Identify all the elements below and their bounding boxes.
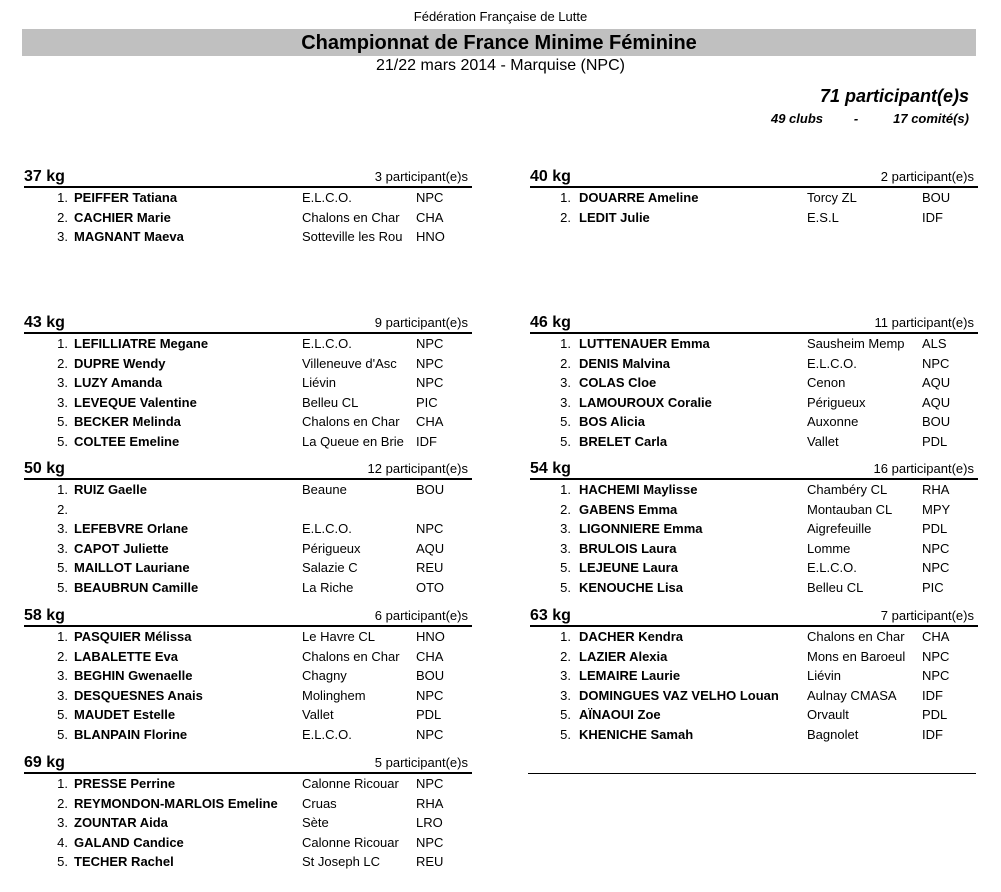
- result-row: [24, 432, 472, 452]
- club-name: Belleu CL: [807, 579, 864, 595]
- club-name: Villeneuve d'Asc: [302, 355, 397, 371]
- result-row: [24, 354, 472, 374]
- comite-code: NPC: [416, 375, 444, 390]
- result-row: [24, 334, 472, 354]
- comite-code: RHA: [922, 482, 950, 497]
- result-row: [530, 188, 978, 208]
- category-header: [530, 313, 978, 334]
- rank: 1.: [57, 629, 68, 644]
- club-name: La Queue en Brie: [302, 433, 404, 449]
- athlete-name: LAZIER Alexia: [579, 648, 668, 664]
- rank: 3.: [57, 229, 68, 244]
- athlete-name: LEFILLIATRE Megane: [74, 336, 209, 351]
- rank: 2.: [560, 355, 571, 371]
- result-row: [24, 578, 472, 598]
- rank: 1.: [560, 629, 571, 644]
- comite-code: AQU: [922, 375, 951, 390]
- summary-stats: [763, 111, 969, 126]
- category-participant-count: 6 participant(e)s: [374, 608, 468, 623]
- comite-code: REU: [416, 854, 444, 869]
- club-name: Le Havre CL: [302, 629, 375, 644]
- event-date-location: 21/22 mars 2014 - Marquise (NPC): [376, 57, 625, 74]
- rank: 5.: [57, 560, 68, 575]
- athlete-name: LAMOUROUX Coralie: [579, 394, 712, 410]
- category-header: [530, 459, 978, 480]
- club-name: E.L.C.O.: [302, 521, 352, 536]
- result-row: [24, 519, 472, 539]
- rank: 1.: [560, 482, 571, 497]
- rank: 5.: [560, 414, 571, 429]
- club-name: E.L.C.O.: [302, 190, 352, 205]
- weight-category: [24, 167, 472, 247]
- category-participant-count: 7 participant(e)s: [880, 608, 974, 623]
- result-row: [530, 393, 978, 413]
- result-row: [24, 539, 472, 559]
- club-name: Cenon: [807, 375, 846, 390]
- result-row: [530, 725, 978, 745]
- comite-code: RHA: [416, 795, 444, 811]
- comite-code: NPC: [416, 336, 444, 351]
- result-row: [530, 578, 978, 598]
- club-name: E.L.C.O.: [807, 560, 857, 575]
- result-row: [530, 539, 978, 559]
- result-row: [530, 558, 978, 578]
- club-name: Aigrefeuille: [807, 521, 872, 536]
- athlete-name: PEIFFER Tatiana: [74, 190, 178, 205]
- club-name: Liévin: [302, 375, 336, 390]
- rank: 5.: [560, 726, 571, 742]
- athlete-name: DACHER Kendra: [579, 629, 684, 644]
- athlete-name: LEMAIRE Laurie: [579, 668, 681, 683]
- club-name: Montauban CL: [807, 501, 893, 517]
- comite-code: BOU: [416, 482, 445, 497]
- clubs-count: 49 clubs: [770, 111, 823, 126]
- result-row: [530, 705, 978, 725]
- federation-name: Fédération Française de Lutte: [413, 9, 588, 24]
- category-weight: 40 kg: [530, 168, 571, 185]
- club-name: Chambéry CL: [807, 482, 888, 497]
- comite-code: CHA: [416, 414, 444, 429]
- rank: 2.: [560, 209, 571, 225]
- comite-code: PDL: [922, 707, 948, 722]
- athlete-name: DUPRE Wendy: [74, 355, 166, 371]
- athlete-name: PRESSE Perrine: [74, 776, 176, 791]
- result-row: [530, 627, 978, 647]
- comite-code: PIC: [922, 579, 944, 595]
- club-name: Belleu CL: [302, 394, 359, 410]
- comite-code: CHA: [416, 209, 444, 225]
- rank: 5.: [57, 726, 68, 742]
- rank: 1.: [560, 190, 571, 205]
- result-row: [24, 794, 472, 814]
- result-row: [24, 774, 472, 794]
- comite-code: HNO: [416, 629, 445, 644]
- rank: 2.: [57, 501, 68, 517]
- athlete-name: PASQUIER Mélissa: [74, 629, 192, 644]
- comite-code: MPY: [922, 501, 951, 517]
- athlete-name: CAPOT Juliette: [74, 540, 169, 556]
- comite-code: NPC: [416, 355, 444, 371]
- comite-code: IDF: [416, 433, 437, 449]
- club-name: Vallet: [302, 707, 334, 722]
- comite-code: IDF: [922, 687, 943, 703]
- category-header: [24, 313, 472, 334]
- rank: 2.: [560, 648, 571, 664]
- club-name: E.L.C.O.: [302, 336, 352, 351]
- result-row: [24, 208, 472, 228]
- comite-code: HNO: [416, 229, 445, 244]
- comite-code: NPC: [922, 560, 950, 575]
- club-name: Sausheim Memp: [807, 336, 905, 351]
- club-name: E.S.L: [807, 209, 839, 225]
- comite-code: NPC: [416, 190, 444, 205]
- athlete-name: MAUDET Estelle: [74, 707, 176, 722]
- weight-category: [530, 167, 978, 227]
- athlete-name: BOS Alicia: [579, 414, 645, 429]
- result-row: [530, 500, 978, 520]
- result-row: [24, 393, 472, 413]
- rank: 2.: [57, 648, 68, 664]
- weight-category: [24, 606, 472, 744]
- result-row: [24, 412, 472, 432]
- rank: 5.: [57, 707, 68, 722]
- athlete-name: BLANPAIN Florine: [74, 726, 188, 742]
- stats-separator: -: [853, 111, 859, 126]
- comite-code: BOU: [416, 668, 445, 683]
- category-header: [24, 459, 472, 480]
- athlete-name: LEDIT Julie: [579, 209, 650, 225]
- rank: 2.: [560, 501, 571, 517]
- category-header: [24, 753, 472, 774]
- athlete-name: COLAS Cloe: [579, 375, 657, 390]
- athlete-name: BRULOIS Laura: [579, 540, 677, 556]
- club-name: Chagny: [302, 668, 347, 683]
- rank: 5.: [57, 414, 68, 429]
- category-weight: 46 kg: [530, 314, 571, 331]
- category-header: [530, 167, 978, 188]
- result-row: [24, 500, 472, 520]
- rank: 5.: [560, 707, 571, 722]
- category-header: [24, 606, 472, 627]
- category-weight: 43 kg: [24, 314, 65, 331]
- athlete-name: MAGNANT Maeva: [74, 229, 184, 244]
- result-row: [530, 686, 978, 706]
- result-row: [24, 666, 472, 686]
- result-row: [24, 627, 472, 647]
- comite-code: IDF: [922, 726, 943, 742]
- club-name: Auxonne: [807, 414, 859, 429]
- rank: 1.: [57, 482, 68, 497]
- rank: 5.: [57, 854, 68, 869]
- comite-code: NPC: [922, 355, 950, 371]
- result-row: [530, 354, 978, 374]
- weight-category: [530, 606, 978, 744]
- category-weight: 50 kg: [24, 460, 65, 477]
- club-name: Orvault: [807, 707, 849, 722]
- result-row: [530, 412, 978, 432]
- comites-count: 17 comité(s): [893, 111, 969, 126]
- result-row: [24, 188, 472, 208]
- rank: 3.: [57, 521, 68, 536]
- rank: 3.: [560, 375, 571, 390]
- comite-code: PDL: [416, 707, 442, 722]
- result-row: [24, 852, 472, 872]
- result-row: [24, 373, 472, 393]
- club-name: Lomme: [807, 540, 851, 556]
- comite-code: NPC: [922, 540, 950, 556]
- category-participant-count: 12 participant(e)s: [367, 461, 468, 476]
- category-participant-count: 9 participant(e)s: [374, 315, 468, 330]
- athlete-name: KHENICHE Samah: [579, 726, 694, 742]
- athlete-name: LEFEBVRE Orlane: [74, 521, 189, 536]
- athlete-name: BEAUBRUN Camille: [74, 579, 199, 595]
- rank: 1.: [57, 190, 68, 205]
- club-name: Périgueux: [302, 540, 361, 556]
- athlete-name: DENIS Malvina: [579, 355, 671, 371]
- result-row: [530, 373, 978, 393]
- comite-code: AQU: [922, 394, 951, 410]
- club-name: Vallet: [807, 433, 839, 449]
- comite-code: CHA: [922, 629, 950, 644]
- result-row: [530, 334, 978, 354]
- result-row: [530, 647, 978, 667]
- rank: 3.: [57, 687, 68, 703]
- result-row: [24, 686, 472, 706]
- category-participant-count: 3 participant(e)s: [374, 169, 468, 184]
- comite-code: NPC: [416, 521, 444, 536]
- comite-code: IDF: [922, 209, 943, 225]
- athlete-name: GABENS Emma: [579, 501, 678, 517]
- rank: 4.: [57, 834, 68, 850]
- rank: 3.: [57, 375, 68, 390]
- rank: 2.: [57, 355, 68, 371]
- category-header: [530, 606, 978, 627]
- category-weight: 54 kg: [530, 460, 571, 477]
- weight-category: [24, 313, 472, 451]
- athlete-name: LUZY Amanda: [74, 375, 163, 390]
- club-name: Chalons en Char: [807, 629, 905, 644]
- category-participant-count: 2 participant(e)s: [880, 169, 974, 184]
- club-name: E.L.C.O.: [302, 726, 352, 742]
- weight-category: [24, 459, 472, 597]
- club-name: Liévin: [807, 668, 841, 683]
- athlete-name: REYMONDON-MARLOIS Emeline: [74, 795, 278, 811]
- comite-code: OTO: [416, 579, 444, 595]
- total-participants: 71 participant(e)s: [819, 86, 969, 106]
- rank: 3.: [560, 540, 571, 556]
- comite-code: CHA: [416, 648, 444, 664]
- athlete-name: BECKER Melinda: [74, 414, 181, 429]
- rank: 2.: [57, 795, 68, 811]
- page-title: Championnat de France Minime Féminine: [22, 29, 976, 56]
- comite-code: NPC: [416, 726, 444, 742]
- athlete-name: LEVEQUE Valentine: [74, 394, 197, 410]
- comite-code: PDL: [922, 521, 948, 536]
- club-name: Cruas: [302, 795, 337, 811]
- result-row: [530, 432, 978, 452]
- rank: 3.: [57, 668, 68, 683]
- divider: [528, 773, 976, 774]
- athlete-name: DOUARRE Ameline: [579, 190, 699, 205]
- club-name: Périgueux: [807, 394, 866, 410]
- category-participant-count: 5 participant(e)s: [374, 755, 468, 770]
- comite-code: BOU: [922, 414, 951, 429]
- rank: 3.: [57, 394, 68, 410]
- athlete-name: BRELET Carla: [579, 433, 668, 449]
- club-name: La Riche: [302, 579, 354, 595]
- comite-code: NPC: [922, 668, 950, 683]
- rank: 3.: [560, 394, 571, 410]
- result-row: [24, 480, 472, 500]
- result-row: [24, 833, 472, 853]
- athlete-name: CACHIER Marie: [74, 209, 171, 225]
- club-name: Mons en Baroeul: [807, 648, 906, 664]
- category-participant-count: 11 participant(e)s: [874, 315, 974, 330]
- rank: 5.: [560, 560, 571, 575]
- club-name: Calonne Ricouar: [302, 776, 399, 791]
- category-weight: 37 kg: [24, 168, 65, 185]
- athlete-name: LIGONNIERE Emma: [579, 521, 703, 536]
- comite-code: REU: [416, 560, 444, 575]
- weight-category: [530, 313, 978, 451]
- athlete-name: MAILLOT Lauriane: [74, 560, 190, 575]
- club-name: Molinghem: [302, 687, 366, 703]
- comite-code: NPC: [922, 648, 950, 664]
- athlete-name: GALAND Candice: [74, 834, 184, 850]
- rank: 1.: [560, 336, 571, 351]
- weight-category: [530, 459, 978, 597]
- comite-code: NPC: [416, 687, 444, 703]
- result-row: [24, 227, 472, 247]
- result-row: [530, 208, 978, 228]
- result-row: [530, 519, 978, 539]
- result-row: [24, 705, 472, 725]
- athlete-name: LUTTENAUER Emma: [579, 336, 710, 351]
- comite-code: BOU: [922, 190, 951, 205]
- comite-code: NPC: [416, 834, 444, 850]
- rank: 5.: [560, 579, 571, 595]
- rank: 5.: [560, 433, 571, 449]
- club-name: Chalons en Char: [302, 648, 400, 664]
- comite-code: AQU: [416, 540, 445, 556]
- rank: 3.: [560, 521, 571, 536]
- club-name: Salazie C: [302, 560, 358, 575]
- result-row: [24, 558, 472, 578]
- athlete-name: DESQUESNES Anais: [74, 687, 203, 703]
- club-name: St Joseph LC: [302, 854, 381, 869]
- comite-code: NPC: [416, 776, 444, 791]
- club-name: Beaune: [302, 482, 347, 497]
- club-name: Chalons en Char: [302, 414, 400, 429]
- athlete-name: ZOUNTAR Aida: [74, 815, 168, 830]
- rank: 5.: [57, 433, 68, 449]
- category-weight: 63 kg: [530, 607, 571, 624]
- category-header: [24, 167, 472, 188]
- category-weight: 58 kg: [24, 607, 65, 624]
- rank: 3.: [57, 815, 68, 830]
- weight-category: [24, 753, 472, 872]
- result-row: [24, 813, 472, 833]
- rank: 3.: [57, 540, 68, 556]
- club-name: Calonne Ricouar: [302, 834, 399, 850]
- rank: 3.: [560, 668, 571, 683]
- club-name: Aulnay CMASA: [807, 687, 897, 703]
- result-row: [24, 725, 472, 745]
- athlete-name: DOMINGUES VAZ VELHO Louan: [579, 687, 779, 703]
- category-participant-count: 16 participant(e)s: [873, 461, 974, 476]
- rank: 3.: [560, 687, 571, 703]
- result-row: [24, 647, 472, 667]
- athlete-name: LEJEUNE Laura: [579, 560, 678, 575]
- comite-code: LRO: [416, 815, 443, 830]
- result-row: [530, 480, 978, 500]
- club-name: Bagnolet: [807, 726, 859, 742]
- athlete-name: TECHER Rachel: [74, 854, 174, 869]
- rank: 2.: [57, 209, 68, 225]
- category-weight: 69 kg: [24, 754, 65, 771]
- club-name: Sète: [302, 815, 329, 830]
- comite-code: PIC: [416, 394, 438, 410]
- club-name: E.L.C.O.: [807, 355, 857, 371]
- athlete-name: BEGHIN Gwenaelle: [74, 668, 193, 683]
- rank: 5.: [57, 579, 68, 595]
- comite-code: PDL: [922, 433, 948, 449]
- athlete-name: RUIZ Gaelle: [74, 482, 147, 497]
- club-name: Chalons en Char: [302, 209, 400, 225]
- result-row: [530, 666, 978, 686]
- athlete-name: LABALETTE Eva: [74, 648, 179, 664]
- athlete-name: HACHEMI Maylisse: [579, 482, 698, 497]
- club-name: Sotteville les Rou: [302, 229, 403, 244]
- comite-code: ALS: [922, 336, 947, 351]
- athlete-name: AÏNAOUI Zoe: [579, 707, 661, 722]
- rank: 1.: [57, 776, 68, 791]
- athlete-name: COLTEE Emeline: [74, 433, 180, 449]
- rank: 1.: [57, 336, 68, 351]
- athlete-name: KENOUCHE Lisa: [579, 579, 684, 595]
- club-name: Torcy ZL: [807, 190, 857, 205]
